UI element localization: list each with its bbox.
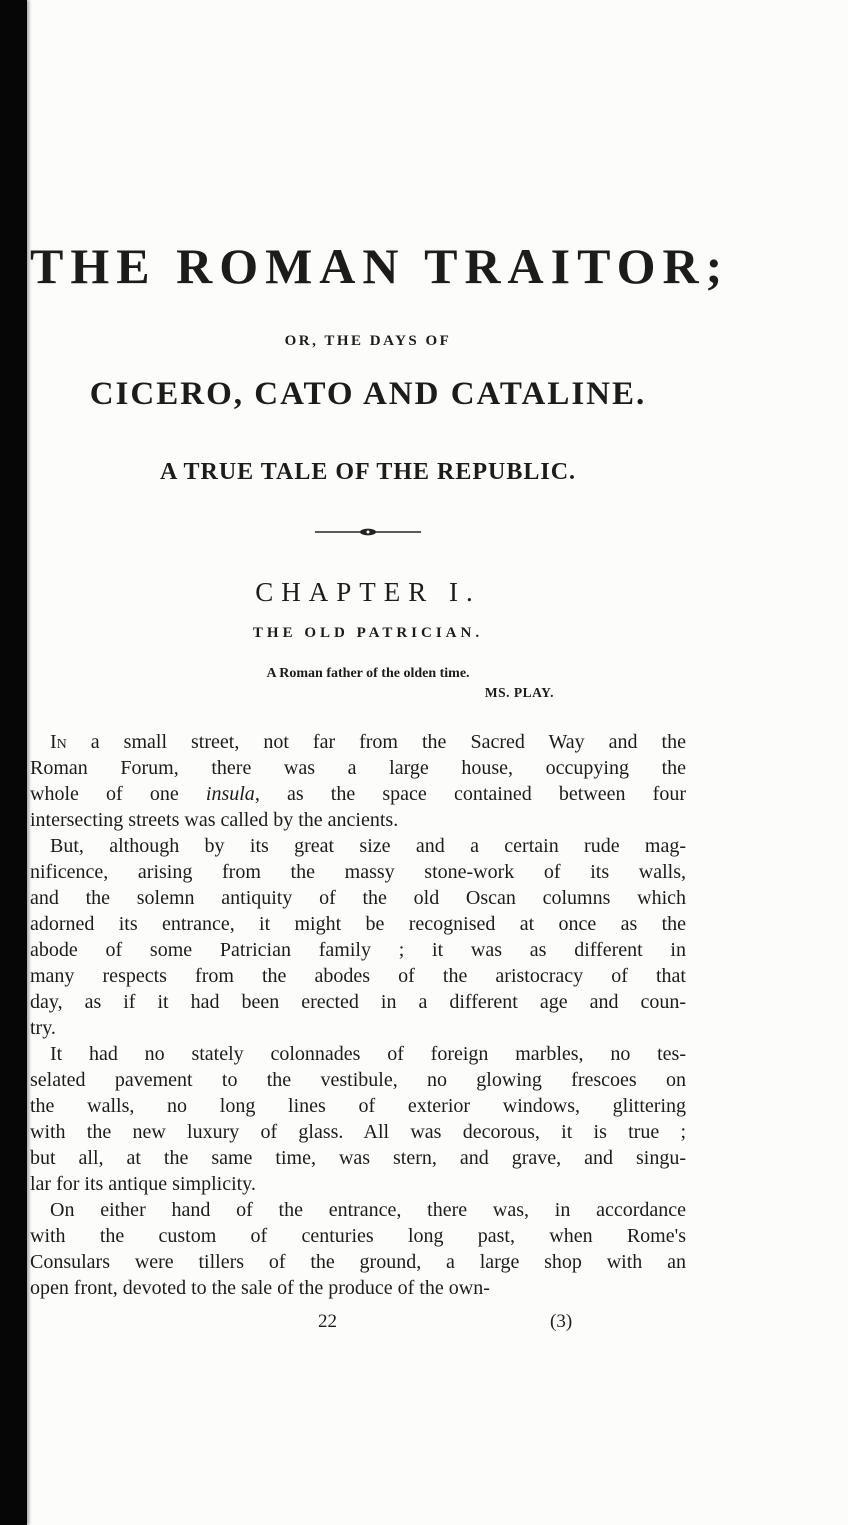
epigraph-text: A Roman father of the olden time. xyxy=(266,666,470,681)
page-footer xyxy=(30,1311,706,1337)
text-line: and the solemn antiquity of the old Oscan columns which xyxy=(30,887,686,909)
text-line: whole of one insula, as the space contained between four xyxy=(30,783,686,805)
text-line: day, as if it had been erected in a different age and coun- xyxy=(30,991,686,1013)
text-line: In a small street, not far from the Sacred Way and the xyxy=(50,731,686,753)
text-line: On either hand of the entrance, there was, in accordance xyxy=(50,1199,686,1221)
epigraph-attribution: MS. PLAY. xyxy=(484,685,554,700)
scan-edge-artifact xyxy=(0,0,27,1525)
text-line: with the custom of centuries long past, when Rome's xyxy=(30,1225,686,1247)
tagline: A TRUE TALE OF THE REPUBLIC. xyxy=(159,459,577,485)
chapter-heading: CHAPTER I. xyxy=(255,577,481,607)
text-line: many respects from the abodes of the aristocracy of that xyxy=(30,965,686,987)
text-line: the walls, no long lines of exterior windows, glittering xyxy=(30,1095,686,1117)
book-title: THE ROMAN TRAITOR; xyxy=(30,238,730,294)
text-line: intersecting streets was called by the ancients. xyxy=(30,809,399,831)
text-line: It had no stately colonnades of foreign marbles, no tes- xyxy=(50,1043,686,1065)
subtitle-names: CICERO, CATO AND CATALINE. xyxy=(89,376,647,412)
paragraph xyxy=(30,833,686,1041)
text-line: nificence, arising from the massy stone-work of its walls, xyxy=(30,861,686,883)
text-line: adorned its entrance, it might be recognised at once as the xyxy=(30,913,686,935)
text-line: But, although by its great size and a certain rude mag- xyxy=(50,835,686,857)
paragraph xyxy=(30,729,686,833)
text-line: open front, devoted to the sale of the produce of the own- xyxy=(30,1277,490,1299)
paragraph xyxy=(30,1197,686,1301)
text-line: selated pavement to the vestibule, no glowing frescoes on xyxy=(30,1069,686,1091)
body-text xyxy=(30,729,686,1301)
text-line: but all, at the same time, was stern, and grave, and singu- xyxy=(30,1147,686,1169)
signature-mark: 22 xyxy=(318,1311,337,1332)
divider-ornament-icon xyxy=(30,526,706,540)
text-line: lar for its antique simplicity. xyxy=(30,1173,256,1195)
text-line: abode of some Patrician family ; it was as different in xyxy=(30,939,686,961)
subtitle-or: OR, THE DAYS OF xyxy=(284,333,452,349)
text-line: Roman Forum, there was a large house, occupying the xyxy=(30,757,686,779)
paragraph xyxy=(30,1041,686,1197)
text-line: with the new luxury of glass. All was decorous, it is true ; xyxy=(30,1121,686,1143)
chapter-subtitle: THE OLD PATRICIAN. xyxy=(252,625,484,641)
text-line: try. xyxy=(30,1017,56,1039)
text-line: Consulars were tillers of the ground, a large shop with an xyxy=(30,1251,686,1273)
page-number: (3) xyxy=(550,1311,573,1332)
page-content xyxy=(30,0,730,1337)
